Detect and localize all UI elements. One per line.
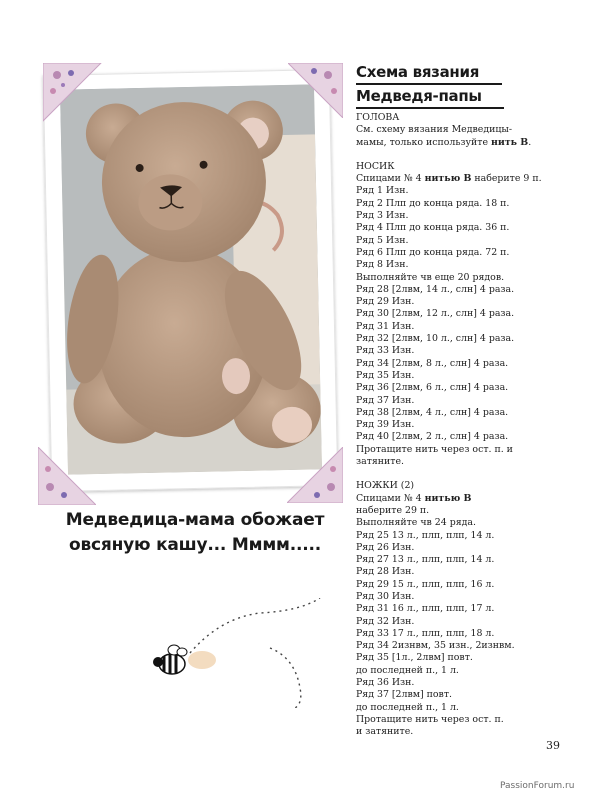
teddy-bear-photo [60,84,322,474]
pattern-row [356,308,566,320]
pattern-row [356,677,566,689]
row-text: Ряд 35 Изн. [356,369,415,381]
row-text: Ряд 37 Изн. [356,394,415,406]
pattern-row [356,603,566,615]
pattern-section [356,480,566,738]
photo-caption [60,508,330,558]
pattern-row [356,726,566,738]
row-text: См. схему вязания Медведицы- [356,124,513,136]
watermark: PassionForum.ru [500,781,575,791]
pattern-row [356,333,566,345]
pattern-row [356,345,566,357]
photo-frame [43,69,339,492]
pattern-row [356,382,566,394]
row-text: Ряд 37 [2лвм] повт. [356,689,453,701]
row-text: Ряд 6 Плп до конца ряда. 72 п. [356,246,510,258]
row-text: Ряд 36 [2лвм, 6 л., слн] 4 раза. [356,382,509,394]
pattern-row [356,493,566,505]
row-text: Ряд 34 2изнвм, 35 изн., 2изнвм. [356,640,515,652]
pattern-row [356,284,566,296]
row-text: Ряд 35 [1л., 2лвм] повт. [356,652,473,664]
pattern-row [356,456,566,468]
bee-icon [150,598,340,712]
row-text: Спицами № 4 [356,173,425,185]
pattern-row [356,259,566,271]
row-text: Ряд 27 13 л., плп, плп, 14 л. [356,554,495,566]
row-text: Выполняйте чв 24 ряда. [356,517,476,529]
pattern-row [356,628,566,640]
row-text: . [528,136,532,148]
row-text: Ряд 29 Изн. [356,296,415,308]
row-text: Спицами № 4 [356,492,425,504]
pattern-row [356,640,566,652]
row-text: Ряд 29 15 л., плп, плп, 16 л. [356,578,495,590]
row-text: Ряд 39 Изн. [356,419,415,431]
page-number: 39 [546,739,560,752]
pattern-row [356,321,566,333]
pattern-row [356,591,566,603]
pattern-row [356,358,566,370]
row-text: наберите 9 п. [471,173,542,185]
pattern-row [356,235,566,247]
row-text: Ряд 33 Изн. [356,345,415,357]
row-text: Ряд 36 Изн. [356,677,415,689]
row-text: Протащите нить через ост. п. и [356,443,513,455]
pattern-row [356,210,566,222]
row-text: Ряд 1 Изн. [356,185,409,197]
row-text: до последней п., 1 л. [356,701,459,713]
row-text: Ряд 30 [2лвм, 12 л., слн] 4 раза. [356,308,515,320]
row-text: Ряд 8 Изн. [356,259,409,271]
row-text: Ряд 2 Плп до конца ряда. 18 п. [356,197,510,209]
row-text: Ряд 31 Изн. [356,320,415,332]
pattern-row [356,370,566,382]
pattern-row [356,185,566,197]
row-text: и затяните. [356,726,414,738]
pattern-section [356,112,566,149]
row-text: Ряд 31 16 л., плп, плп, 17 л. [356,603,495,615]
row-text: Выполняйте чв еще 20 рядов. [356,271,505,283]
heading-line-2: Медведя-папы [356,86,504,109]
teddy-bear-illustration [60,84,322,474]
pattern-row [356,137,566,149]
pattern-row [356,579,566,591]
row-text: Ряд 32 [2лвм, 10 л., слн] 4 раза. [356,333,515,345]
caption-line-1: Медведица-мама обожает [65,510,325,530]
row-text: Ряд 40 [2лвм, 2 л., слн] 4 раза. [356,431,509,443]
section-title: НОЖКИ (2) [356,480,415,492]
row-text: наберите 29 п. [356,504,430,516]
pattern-row [356,665,566,677]
row-text: Ряд 34 [2лвм, 8 л., слн] 4 раза. [356,357,509,369]
pattern-row [356,222,566,234]
pattern-section [356,161,566,468]
knitting-pattern-text [356,112,566,751]
pattern-row [356,395,566,407]
row-text: Ряд 4 Плп до конца ряда. 36 п. [356,222,510,234]
row-text: до последней п., 1 л. [356,664,459,676]
pattern-row [356,124,566,136]
bold-yarn-ref: нитью В [424,492,472,504]
row-text: затяните. [356,456,405,468]
section-title: НОСИК [356,160,395,172]
row-text: мамы, только используйте [356,136,492,148]
row-text: Ряд 5 Изн. [356,234,409,246]
pattern-row [356,272,566,284]
row-text: Ряд 28 [2лвм, 14 л., слн] 4 раза. [356,283,515,295]
heading-line-1: Схема вязания [356,62,502,85]
pattern-row [356,554,566,566]
page-heading [356,62,516,110]
row-text: Ряд 26 Изн. [356,541,415,553]
pattern-row [356,431,566,443]
pattern-row [356,616,566,628]
row-text: Ряд 30 Изн. [356,590,415,602]
pattern-row [356,247,566,259]
row-text: Протащите нить через ост. п. [356,713,504,725]
pattern-row [356,198,566,210]
row-text: Ряд 32 Изн. [356,615,415,627]
row-text: Ряд 28 Изн. [356,566,415,578]
pattern-row [356,419,566,431]
pattern-row [356,714,566,726]
caption-line-2: овсяную кашу... Мммм..... [68,535,322,555]
pattern-row [356,702,566,714]
row-text: Ряд 3 Изн. [356,210,409,222]
pattern-row [356,407,566,419]
row-text: Ряд 25 13 л., плп, плп, 14 л. [356,529,495,541]
pattern-row [356,652,566,664]
pattern-row [356,296,566,308]
row-text: Ряд 38 [2лвм, 4 л., слн] 4 раза. [356,406,509,418]
pattern-row [356,517,566,529]
bold-yarn-ref: нитью В [424,173,472,185]
section-title: ГОЛОВА [356,112,400,123]
pattern-row [356,173,566,185]
row-text: Ряд 33 17 л., плп, плп, 18 л. [356,627,495,639]
pattern-row [356,689,566,701]
bold-yarn-ref: нить В [491,136,529,148]
pattern-row [356,505,566,517]
pattern-row [356,444,566,456]
pattern-row [356,566,566,578]
pattern-row [356,542,566,554]
pattern-row [356,530,566,542]
